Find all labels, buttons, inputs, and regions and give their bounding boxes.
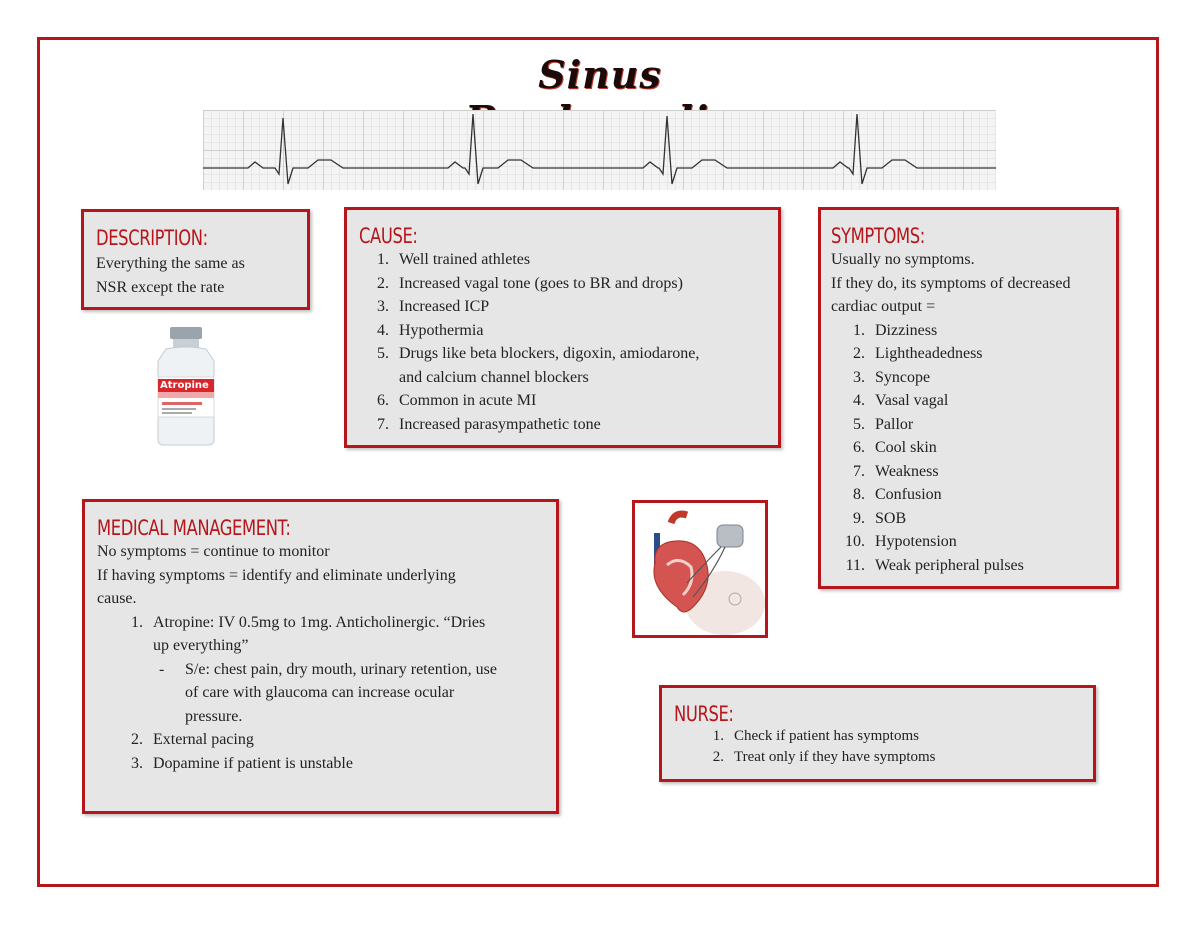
list-item: 4. Vasal vagal <box>853 392 949 409</box>
list-item: 2. Increased vagal tone (goes to BR and drops) <box>377 274 683 292</box>
ecg-strip <box>203 110 996 190</box>
medical-intro: No symptoms = continue to monitor <box>97 543 330 560</box>
sub-list-item: - S/e: chest pain, dry mouth, urinary retention, use of care with glaucoma can increase ocular pressure. <box>159 660 497 725</box>
list-item: 6. Cool skin <box>853 439 937 456</box>
nurse-card <box>659 685 1096 782</box>
symptoms-heading: SYMPTOMS: <box>831 224 925 248</box>
symptoms-intro: Usually no symptoms. <box>831 251 975 268</box>
description-line: NSR except the rate <box>96 278 225 296</box>
description-card <box>81 209 310 310</box>
list-item: 2. Lightheadedness <box>853 345 983 362</box>
list-item: 1. Atropine: IV 0.5mg to 1mg. Anticholinergic. “Dries up everything” <box>131 613 486 654</box>
list-item: 5. Drugs like beta blockers, digoxin, amiodarone, and calcium channel blockers <box>377 345 700 386</box>
list-item: 3. Dopamine if patient is unstable <box>131 754 353 772</box>
medical-management-heading: MEDICAL MANAGEMENT: <box>97 516 291 540</box>
list-item: 4. Hypothermia <box>377 321 484 339</box>
vial-label: Atropine <box>160 380 209 391</box>
description-heading: DESCRIPTION: <box>96 226 208 250</box>
list-item: 7. Increased parasympathetic tone <box>377 415 601 433</box>
symptoms-intro: If they do, its symptoms of decreased <box>831 274 1071 292</box>
list-item: 10. Hypotension <box>845 533 957 550</box>
list-item: 1. Well trained athletes <box>377 251 531 268</box>
cause-card <box>344 207 781 448</box>
page-title: Sinus <box>538 52 662 97</box>
list-item: 1. Dizziness <box>853 321 938 339</box>
nurse-heading: NURSE: <box>674 702 734 726</box>
list-item: 9. SOB <box>853 509 907 527</box>
cause-heading: CAUSE: <box>359 224 418 248</box>
list-item: 6. Common in acute MI <box>377 392 537 409</box>
description-line: Everything the same as <box>96 255 245 272</box>
list-item: 7. Weakness <box>853 462 939 480</box>
symptoms-intro: cardiac output = <box>831 298 936 315</box>
medical-intro: cause. <box>97 590 137 607</box>
list-item: 2. Treat only if they have symptoms <box>712 749 936 765</box>
symptoms-card <box>818 207 1119 589</box>
list-item: 3. Increased ICP <box>377 298 490 315</box>
medical-management-card <box>82 499 559 814</box>
list-item: 8. Confusion <box>853 486 942 503</box>
list-item: 5. Pallor <box>853 415 914 433</box>
medical-intro: If having symptoms = identify and eliminate underlying <box>97 566 456 584</box>
list-item: 11. Weak peripheral pulses <box>845 556 1024 574</box>
atropine-vial-image <box>148 325 224 447</box>
ecg-waveform-icon <box>203 110 996 190</box>
heart-pacemaker-image <box>632 500 768 638</box>
list-item: 3. Syncope <box>853 368 931 386</box>
list-item: 1. Check if patient has symptoms <box>712 728 919 744</box>
list-item: 2. External pacing <box>131 731 254 748</box>
